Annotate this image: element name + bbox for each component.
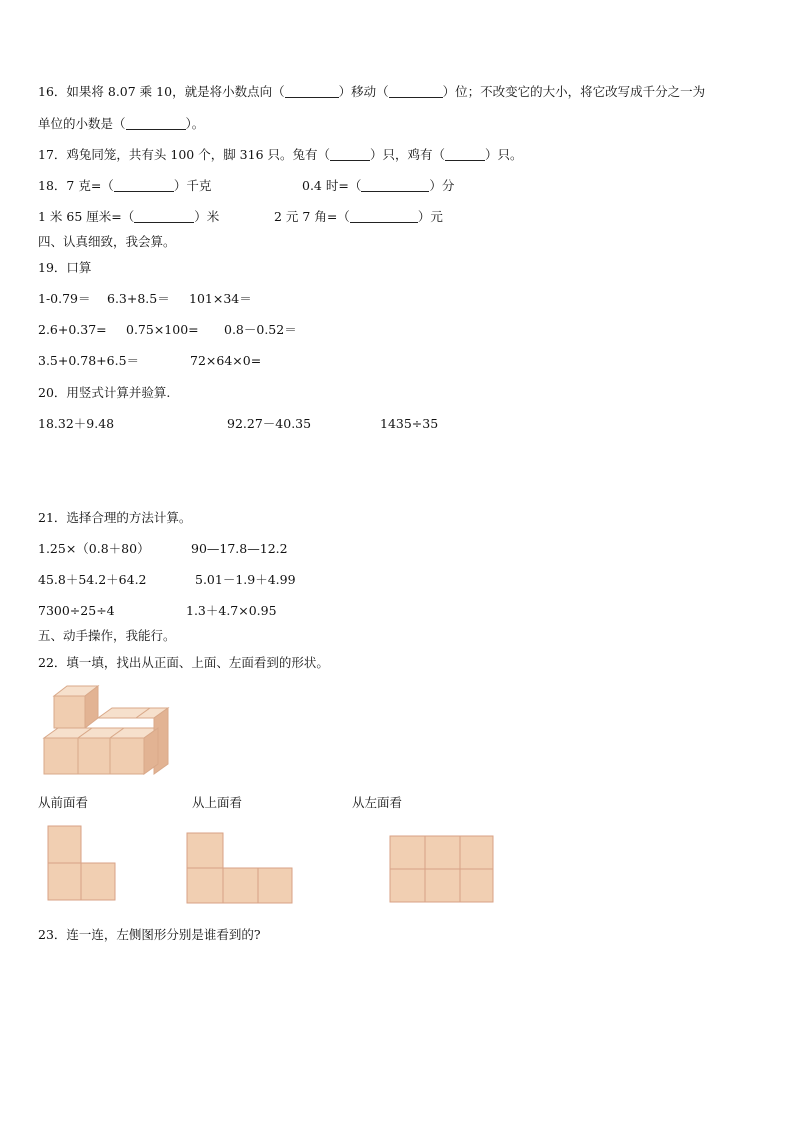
q18-c-text-1: 1 米 65 厘米=（ — [38, 209, 135, 224]
q19-item-1: 1-0.79＝ — [38, 291, 91, 306]
q17-line — [38, 148, 523, 162]
section-5-heading: 五、动手操作，我能行。 — [38, 628, 176, 643]
q16-text-3: ）位；不改变它的大小，将它改写成千分之一为 — [442, 84, 706, 99]
q16-text-4: 单位的小数是（ — [38, 116, 126, 131]
q18-d-text-2: ）元 — [417, 209, 443, 224]
q23-title: 23．连一连，左侧图形分别是谁看到的? — [38, 927, 261, 942]
q17-blank-chickens[interactable] — [445, 148, 485, 161]
cube-front-face — [54, 696, 85, 728]
front-view-shape — [46, 824, 118, 904]
q20-item-2: 92.27－40.35 — [227, 416, 312, 431]
q19-item-4: 2.6+0.37= — [38, 322, 107, 337]
q19-item-5: 0.75×100= — [126, 322, 199, 337]
q18-blank-kg[interactable] — [114, 179, 174, 192]
q16-text-1: 16．如果将 8.07 乘 10，就是将小数点向（ — [38, 84, 285, 99]
q20-title: 20．用竖式计算并验算. — [38, 385, 171, 400]
view-label-top: 从上面看 — [192, 795, 243, 810]
q19-item-7: 3.5+0.78+6.5＝ — [38, 353, 140, 368]
cube-front-face — [110, 738, 144, 774]
q17-text-1: 17．鸡兔同笼，共有头 100 个，脚 316 只。兔有（ — [38, 147, 331, 162]
q21-item-3: 45.8＋54.2＋64.2 — [38, 572, 147, 587]
q16-text-5: ）。 — [185, 116, 205, 131]
q16-blank-places[interactable] — [389, 85, 443, 98]
q18-line1-left — [38, 179, 211, 193]
q20-item-3: 1435÷35 — [380, 416, 439, 431]
q20-item-1: 18.32＋9.48 — [38, 416, 115, 431]
q16-blank-direction[interactable] — [285, 85, 339, 98]
top-view-shape — [185, 831, 295, 905]
q18-b-text-2: ）分 — [429, 178, 455, 193]
q21-item-4: 5.01－1.9＋4.99 — [195, 572, 296, 587]
q16-line2 — [38, 117, 204, 131]
q16-line1 — [38, 85, 705, 99]
q17-blank-rabbits[interactable] — [330, 148, 370, 161]
left-view-shape — [388, 834, 496, 904]
q17-text-3: ）只。 — [485, 147, 523, 162]
q18-line2-right — [274, 210, 443, 224]
q18-b-text-1: 0.4 时=（ — [302, 178, 362, 193]
q18-c-text-2: ）米 — [194, 209, 220, 224]
q17-text-2: ）只，鸡有（ — [370, 147, 446, 162]
q18-line2-left — [38, 210, 219, 224]
q18-blank-yuan[interactable] — [350, 210, 418, 223]
q18-a-text-1: 18．7 克=（ — [38, 178, 114, 193]
q21-item-5: 7300÷25÷4 — [38, 603, 115, 618]
q21-title: 21．选择合理的方法计算。 — [38, 510, 192, 525]
cube-front-face — [44, 738, 78, 774]
q18-a-text-2: ）千克 — [173, 178, 212, 193]
q21-item-1: 1.25×（0.8＋80） — [38, 541, 150, 556]
q16-blank-thousandths[interactable] — [126, 117, 186, 130]
q21-item-2: 90—17.8—12.2 — [191, 541, 288, 556]
q16-text-2: ）移动（ — [338, 84, 389, 99]
q18-d-text-1: 2 元 7 角=（ — [274, 209, 350, 224]
q19-item-8: 72×64×0= — [190, 353, 262, 368]
q22-title: 22．填一填，找出从正面、上面、左面看到的形状。 — [38, 655, 329, 670]
q18-blank-minutes[interactable] — [361, 179, 429, 192]
q18-blank-meters[interactable] — [134, 210, 194, 223]
q19-item-2: 6.3+8.5＝ — [107, 291, 170, 306]
view-label-front: 从前面看 — [38, 795, 89, 810]
cube-front-face — [78, 738, 110, 774]
q21-item-6: 1.3＋4.7×0.95 — [186, 603, 277, 618]
q19-item-3: 101×34＝ — [189, 291, 252, 306]
q19-item-6: 0.8－0.52＝ — [224, 322, 297, 337]
section-4-heading: 四、认真细致，我会算。 — [38, 234, 176, 249]
q18-line1-right — [302, 179, 454, 193]
q19-title: 19．口算 — [38, 260, 92, 275]
cube-arrangement-figure — [40, 682, 180, 780]
view-label-left: 从左面看 — [352, 795, 403, 810]
